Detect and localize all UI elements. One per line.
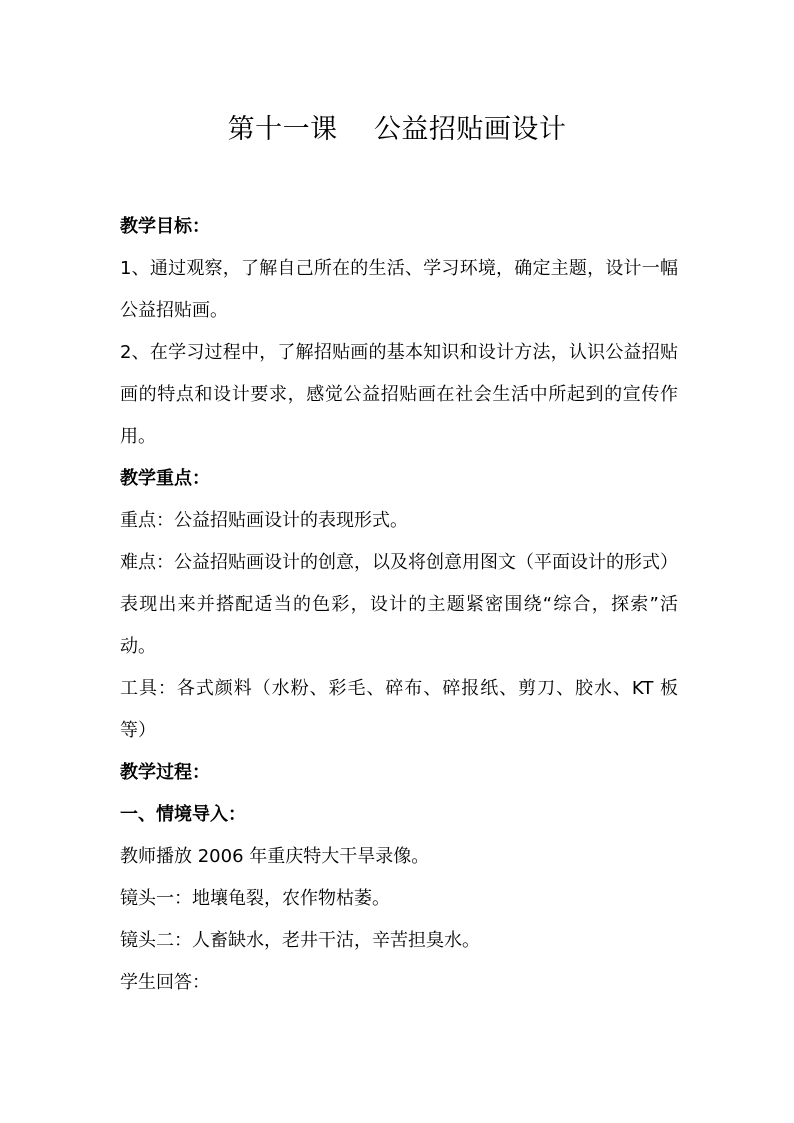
shot-2-paragraph: 镜头二：人畜缺水，老井干沽，辛苦担臭水。 <box>120 930 480 951</box>
difficulty-paragraph: 难点：公益招贴画设计的创意，以及将创意用图文（平面设计的形式）表现出来并搭配适当的色彩，设计的主题紧密围绕“综合，探索”活动。 <box>120 552 678 657</box>
video-paragraph: 教师播放 2006 年重庆特大干旱录像。 <box>120 846 430 867</box>
page-title: 第十一课 公益招贴画设计 <box>227 114 567 145</box>
objectives-heading: 教学目标： <box>120 216 210 237</box>
tools-paragraph: 工具：各式颜料（水粉、彩毛、碎布、碎报纸、剪刀、胶水、KT 板等） <box>120 678 678 741</box>
keypoints-heading: 教学重点： <box>120 468 210 489</box>
objective-1-paragraph: 1、通过观察，了解自己所在的生活、学习环境，确定主题，设计一幅公益招贴画。 <box>120 258 678 321</box>
process-heading: 教学过程： <box>120 762 210 783</box>
keypoint-paragraph: 重点：公益招贴画设计的表现形式。 <box>120 510 408 531</box>
section-1-heading: 一、情境导入： <box>120 804 246 825</box>
student-answer-paragraph: 学生回答： <box>120 972 210 993</box>
objective-2-paragraph: 2、在学习过程中，了解招贴画的基本知识和设计方法，认识公益招贴画的特点和设计要求，感觉公益招贴画在社会生活中所起到的宣传作用。 <box>120 342 678 447</box>
shot-1-paragraph: 镜头一：地壤龟裂，农作物枯萎。 <box>120 888 390 909</box>
document-body <box>120 206 678 1004</box>
